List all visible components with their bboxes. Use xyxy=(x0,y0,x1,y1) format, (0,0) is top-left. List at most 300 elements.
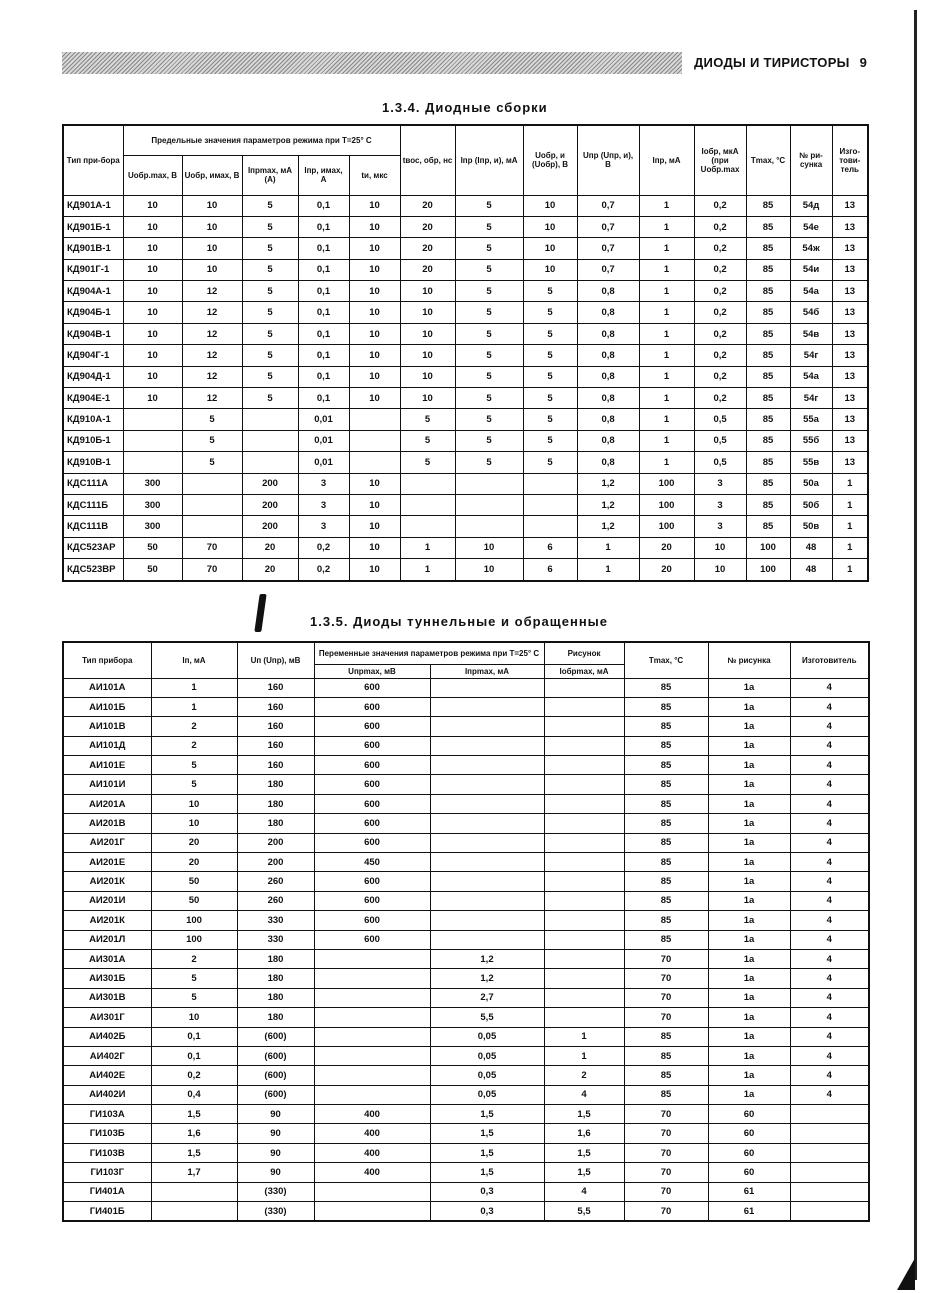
table-cell: 85 xyxy=(746,366,790,387)
table-cell: 85 xyxy=(624,911,708,930)
table-row xyxy=(63,930,869,949)
tunnel-diodes-table xyxy=(62,641,870,1222)
table-cell: 1а xyxy=(708,911,790,930)
col-header-urmax: Uобр.max, В xyxy=(123,155,182,195)
device-type-cell: АИ101Д xyxy=(63,736,151,755)
table-cell: 5 xyxy=(151,775,237,794)
table-cell: 5 xyxy=(151,756,237,775)
table-cell: 85 xyxy=(624,833,708,852)
table-cell: 5 xyxy=(455,281,523,302)
table-cell: 1 xyxy=(577,537,639,558)
col-header-tmax: Tmax, °С xyxy=(746,125,790,195)
table-cell: 54а xyxy=(790,366,832,387)
table-cell: 160 xyxy=(237,717,314,736)
table-cell: 5 xyxy=(400,452,455,473)
col-header-params-group: Переменные значения параметров режима при T=25° С xyxy=(314,642,544,664)
table-cell: 1,5 xyxy=(544,1105,624,1124)
table-cell: 10 xyxy=(523,216,577,237)
table-cell: 70 xyxy=(624,988,708,1007)
table-cell xyxy=(430,775,544,794)
table-cell xyxy=(400,473,455,494)
table-cell: 4 xyxy=(790,930,869,949)
table-cell: 10 xyxy=(349,388,400,409)
table-cell: 48 xyxy=(790,537,832,558)
table-cell: 1а xyxy=(708,853,790,872)
table-cell xyxy=(314,1027,430,1046)
device-type-cell: АИ101В xyxy=(63,717,151,736)
table-cell: 1а xyxy=(708,833,790,852)
table-row xyxy=(63,537,868,558)
table-cell: 0,3 xyxy=(430,1182,544,1201)
table-cell xyxy=(182,473,242,494)
table-cell xyxy=(123,409,182,430)
table-cell xyxy=(430,853,544,872)
table-cell: 1,6 xyxy=(544,1124,624,1143)
table-cell: 0,01 xyxy=(298,452,349,473)
table-cell: 85 xyxy=(624,775,708,794)
table-cell: 4 xyxy=(790,833,869,852)
table-cell: 85 xyxy=(746,259,790,280)
table-row xyxy=(63,452,868,473)
device-type-cell: КД901Б-1 xyxy=(63,216,123,237)
table-cell xyxy=(544,988,624,1007)
table-cell: 1 xyxy=(639,366,694,387)
table-cell: 0,8 xyxy=(577,345,639,366)
table-cell: 70 xyxy=(624,1202,708,1222)
table-cell: 600 xyxy=(314,756,430,775)
table-cell: 1,6 xyxy=(151,1124,237,1143)
table-cell xyxy=(544,775,624,794)
table-row xyxy=(63,949,869,968)
device-type-cell: АИ101И xyxy=(63,775,151,794)
col-header-ip: Iп, мА xyxy=(151,642,237,678)
table-cell: 54ж xyxy=(790,238,832,259)
section-title-diode-assemblies: 1.3.4. Диодные сборки xyxy=(382,100,548,115)
table-cell: 85 xyxy=(746,452,790,473)
table-row xyxy=(63,1085,869,1104)
table-cell: 400 xyxy=(314,1143,430,1162)
table-row xyxy=(63,988,869,1007)
table-cell: 160 xyxy=(237,736,314,755)
table-cell: 5 xyxy=(455,302,523,323)
table-cell xyxy=(349,452,400,473)
table-cell: 3 xyxy=(298,473,349,494)
table-cell: 400 xyxy=(314,1163,430,1182)
table-cell xyxy=(455,473,523,494)
table-cell: 100 xyxy=(639,494,694,515)
table-cell: 70 xyxy=(624,1008,708,1027)
table-cell: 70 xyxy=(182,537,242,558)
table-cell: 450 xyxy=(314,853,430,872)
table-cell: 1 xyxy=(639,452,694,473)
table-cell: 0,1 xyxy=(151,1027,237,1046)
table-cell xyxy=(544,833,624,852)
table-cell: 85 xyxy=(624,930,708,949)
table-cell xyxy=(430,717,544,736)
table-cell: 0,8 xyxy=(577,323,639,344)
table-cell: 3 xyxy=(298,494,349,515)
table-cell: 1 xyxy=(544,1046,624,1065)
table-cell: 2 xyxy=(151,717,237,736)
table-cell: 600 xyxy=(314,833,430,852)
table-cell: 2 xyxy=(544,1066,624,1085)
table-cell: 4 xyxy=(790,1027,869,1046)
table-cell: 10 xyxy=(123,366,182,387)
table-cell: 85 xyxy=(746,302,790,323)
table-cell: 6 xyxy=(523,559,577,581)
table-cell: 4 xyxy=(790,775,869,794)
col-header-ir: Iобр, мкА (при Uобр.max xyxy=(694,125,746,195)
table-cell: 13 xyxy=(832,238,868,259)
col-header-type: Тип при-бора xyxy=(63,125,123,195)
table-row xyxy=(63,775,869,794)
table-cell xyxy=(314,1066,430,1085)
table-cell: 0,8 xyxy=(577,430,639,451)
table-cell: 5 xyxy=(455,216,523,237)
table-cell: 1а xyxy=(708,756,790,775)
device-type-cell: АИ201Г xyxy=(63,833,151,852)
table-cell: 20 xyxy=(242,537,298,558)
table-cell: 4 xyxy=(790,814,869,833)
table-row xyxy=(63,814,869,833)
table-cell: 600 xyxy=(314,911,430,930)
device-type-cell: КД910В-1 xyxy=(63,452,123,473)
table-cell: 0,2 xyxy=(694,238,746,259)
table-cell xyxy=(430,930,544,949)
table-cell: 5 xyxy=(400,430,455,451)
col-header-limits-group: Предельные значения параметров режима при T=25° С xyxy=(123,125,400,155)
table-cell: 1 xyxy=(832,537,868,558)
table-cell xyxy=(790,1202,869,1222)
table-row xyxy=(63,409,868,430)
device-type-cell: АИ101Б xyxy=(63,697,151,716)
table-cell xyxy=(242,409,298,430)
table-row xyxy=(63,969,869,988)
table-cell: 54и xyxy=(790,259,832,280)
table-cell: 4 xyxy=(790,988,869,1007)
table-cell xyxy=(544,814,624,833)
table-cell: 54г xyxy=(790,345,832,366)
table-cell: 1 xyxy=(832,473,868,494)
device-type-cell: АИ201А xyxy=(63,794,151,813)
table-cell: 600 xyxy=(314,814,430,833)
table-cell: 3 xyxy=(298,516,349,537)
table-cell: 4 xyxy=(544,1182,624,1201)
table-cell: 85 xyxy=(746,409,790,430)
table-cell: 70 xyxy=(624,969,708,988)
table-cell: 13 xyxy=(832,345,868,366)
table-cell: 90 xyxy=(237,1143,314,1162)
table-cell: 4 xyxy=(790,1046,869,1065)
table-cell: 0,05 xyxy=(430,1066,544,1085)
table-cell: 85 xyxy=(624,1027,708,1046)
table-cell xyxy=(544,872,624,891)
table-cell: 70 xyxy=(624,1124,708,1143)
table-cell: 300 xyxy=(123,473,182,494)
table-row xyxy=(63,911,869,930)
table-cell: 180 xyxy=(237,988,314,1007)
table-cell: 1а xyxy=(708,1027,790,1046)
table-cell: 100 xyxy=(746,537,790,558)
col-header-pulse-width: tи, мкс xyxy=(349,155,400,195)
table-cell xyxy=(455,516,523,537)
table-cell: 1,5 xyxy=(151,1143,237,1162)
table-cell: 5 xyxy=(523,323,577,344)
table-cell: 0,4 xyxy=(151,1085,237,1104)
table-cell xyxy=(123,452,182,473)
table-cell: 1 xyxy=(832,516,868,537)
table-cell xyxy=(182,516,242,537)
table-cell: 0,8 xyxy=(577,281,639,302)
table-cell: 1 xyxy=(400,537,455,558)
table-cell: 50б xyxy=(790,494,832,515)
col-header-figure: № рисунка xyxy=(708,642,790,678)
table-cell: 4 xyxy=(790,717,869,736)
table-cell: 600 xyxy=(314,717,430,736)
device-type-cell: АИ201Е xyxy=(63,853,151,872)
table-cell: 10 xyxy=(455,559,523,581)
table-cell: 5 xyxy=(455,452,523,473)
table-cell: 1а xyxy=(708,949,790,968)
table-cell: 0,2 xyxy=(694,388,746,409)
table-cell xyxy=(430,833,544,852)
table-cell: 1 xyxy=(639,323,694,344)
table-cell xyxy=(544,911,624,930)
table-cell: 1 xyxy=(639,238,694,259)
table-cell: 160 xyxy=(237,697,314,716)
table-cell: 600 xyxy=(314,678,430,697)
table-cell: 85 xyxy=(746,323,790,344)
table-cell: 50а xyxy=(790,473,832,494)
table-row xyxy=(63,853,869,872)
table-cell: 400 xyxy=(314,1124,430,1143)
table-cell: 10 xyxy=(349,473,400,494)
table-cell: 330 xyxy=(237,930,314,949)
col-header-risunok: Рисунок xyxy=(544,642,624,664)
table-cell: 4 xyxy=(790,949,869,968)
header-pattern-bar xyxy=(62,52,682,74)
table-cell: 85 xyxy=(746,516,790,537)
table-cell: 12 xyxy=(182,302,242,323)
table-cell: 0,8 xyxy=(577,409,639,430)
device-type-cell: АИ201Л xyxy=(63,930,151,949)
table-cell: 5 xyxy=(182,430,242,451)
table-row xyxy=(63,891,869,910)
table-cell: 85 xyxy=(746,430,790,451)
table-cell: 5 xyxy=(242,216,298,237)
table-row xyxy=(63,195,868,216)
table-row xyxy=(63,1182,869,1201)
table-cell: 10 xyxy=(349,216,400,237)
table-cell: 10 xyxy=(123,195,182,216)
table-cell: 10 xyxy=(123,323,182,344)
table-cell: 1,2 xyxy=(577,494,639,515)
table-row xyxy=(63,494,868,515)
table-row xyxy=(63,1066,869,1085)
table-cell: 10 xyxy=(349,494,400,515)
table-row xyxy=(63,678,869,697)
table-cell: 180 xyxy=(237,814,314,833)
table-cell: 10 xyxy=(523,259,577,280)
table-row xyxy=(63,388,868,409)
table-cell: 85 xyxy=(746,281,790,302)
table-cell xyxy=(400,516,455,537)
table-cell xyxy=(790,1124,869,1143)
device-type-cell: АИ201К xyxy=(63,911,151,930)
table-cell: 1 xyxy=(639,281,694,302)
table-cell: 5 xyxy=(242,259,298,280)
table-cell: 85 xyxy=(624,1046,708,1065)
table-cell: 10 xyxy=(400,281,455,302)
device-type-cell: КД901В-1 xyxy=(63,238,123,259)
table-cell: 20 xyxy=(242,559,298,581)
table-cell: 70 xyxy=(624,1143,708,1162)
table-cell: 1 xyxy=(832,559,868,581)
table-cell: 1 xyxy=(639,216,694,237)
device-type-cell: АИ301Б xyxy=(63,969,151,988)
table-cell xyxy=(314,949,430,968)
table-cell: 1а xyxy=(708,1046,790,1065)
table-cell: 85 xyxy=(624,756,708,775)
table-cell: 10 xyxy=(349,366,400,387)
table-cell xyxy=(544,1008,624,1027)
table-row xyxy=(63,473,868,494)
device-type-cell: КДС111Б xyxy=(63,494,123,515)
table-cell: 0,1 xyxy=(298,388,349,409)
device-type-cell: КД910Б-1 xyxy=(63,430,123,451)
table-cell: 1 xyxy=(639,259,694,280)
table-cell: 1а xyxy=(708,930,790,949)
running-title: ДИОДЫ И ТИРИСТОРЫ xyxy=(694,55,850,70)
table-cell: 180 xyxy=(237,775,314,794)
table-cell: 600 xyxy=(314,891,430,910)
table-cell: 85 xyxy=(624,891,708,910)
table-row xyxy=(63,756,869,775)
table-cell: 4 xyxy=(790,697,869,716)
table-cell xyxy=(523,494,577,515)
table-cell: 50 xyxy=(151,891,237,910)
table-cell: 10 xyxy=(400,323,455,344)
table-cell: 85 xyxy=(746,238,790,259)
table-cell: 160 xyxy=(237,756,314,775)
table-cell: (330) xyxy=(237,1202,314,1222)
table-row xyxy=(63,302,868,323)
table-cell: 5 xyxy=(455,195,523,216)
table-cell: 5 xyxy=(242,345,298,366)
table-cell: 1а xyxy=(708,969,790,988)
table-cell: 3 xyxy=(694,494,746,515)
table-cell: 260 xyxy=(237,891,314,910)
table-cell: 5 xyxy=(151,969,237,988)
table-cell xyxy=(314,1046,430,1065)
table-cell: 10 xyxy=(151,1008,237,1027)
col-header-figure: № ри-сунка xyxy=(790,125,832,195)
device-type-cell: ГИ103А xyxy=(63,1105,151,1124)
table-cell: 1а xyxy=(708,697,790,716)
table-cell: 13 xyxy=(832,388,868,409)
table-cell: 4 xyxy=(790,1085,869,1104)
table-cell: 0,8 xyxy=(577,452,639,473)
table-cell xyxy=(314,1085,430,1104)
table-cell: 85 xyxy=(624,853,708,872)
table-cell: 5 xyxy=(151,988,237,1007)
table-cell: 10 xyxy=(182,216,242,237)
table-cell: 0,05 xyxy=(430,1046,544,1065)
table-cell: 85 xyxy=(746,494,790,515)
table-cell: 0,5 xyxy=(694,409,746,430)
table-cell: 1а xyxy=(708,775,790,794)
table-cell: 0,2 xyxy=(694,302,746,323)
table-cell: 61 xyxy=(708,1202,790,1222)
table-cell: 13 xyxy=(832,430,868,451)
table-cell: 10 xyxy=(694,559,746,581)
table-cell: 1,5 xyxy=(430,1124,544,1143)
table-cell: 20 xyxy=(400,195,455,216)
table-cell: 0,1 xyxy=(298,195,349,216)
col-header-iobrmax: Iобрmax, мА xyxy=(544,664,624,678)
table-cell xyxy=(430,756,544,775)
table-cell xyxy=(544,969,624,988)
table-cell: 4 xyxy=(790,853,869,872)
table-cell: 100 xyxy=(639,516,694,537)
device-type-cell: АИ201И xyxy=(63,891,151,910)
col-header-urmax-pulse: Uобр, имах, В xyxy=(182,155,242,195)
table-cell: 5 xyxy=(242,281,298,302)
table-cell: 600 xyxy=(314,736,430,755)
table-cell: 0,5 xyxy=(694,430,746,451)
table-cell: 600 xyxy=(314,794,430,813)
device-type-cell: КДС523ВР xyxy=(63,559,123,581)
table-cell: 300 xyxy=(123,494,182,515)
table-cell: 0,2 xyxy=(151,1066,237,1085)
table-cell: 200 xyxy=(242,494,298,515)
col-header-uprmax: Uпрmax, мВ xyxy=(314,664,430,678)
table-cell: 5 xyxy=(523,409,577,430)
table-cell: 5 xyxy=(523,388,577,409)
table-cell: 0,2 xyxy=(694,195,746,216)
table-cell: 5 xyxy=(455,345,523,366)
table-cell: 85 xyxy=(624,794,708,813)
table-cell: 0,7 xyxy=(577,216,639,237)
table-cell xyxy=(544,717,624,736)
device-type-cell: КДС111В xyxy=(63,516,123,537)
table-cell: 0,7 xyxy=(577,238,639,259)
table-cell: 0,2 xyxy=(298,559,349,581)
table-cell: 4 xyxy=(790,872,869,891)
table-row xyxy=(63,1163,869,1182)
table-cell: 4 xyxy=(790,736,869,755)
col-header-if-ma: Iпр, мА xyxy=(639,125,694,195)
col-header-up: Uп (Uпр), мВ xyxy=(237,642,314,678)
table-cell: 90 xyxy=(237,1105,314,1124)
table-cell: 10 xyxy=(400,302,455,323)
table-cell: 4 xyxy=(790,969,869,988)
table-cell: 0,1 xyxy=(298,238,349,259)
table-cell xyxy=(544,756,624,775)
table-cell: 600 xyxy=(314,872,430,891)
table-cell: 50 xyxy=(123,559,182,581)
table-cell: 4 xyxy=(790,794,869,813)
table-cell xyxy=(430,814,544,833)
page-corner-shadow xyxy=(897,1258,915,1290)
table-cell: 0,8 xyxy=(577,302,639,323)
table-cell: 5 xyxy=(455,323,523,344)
device-type-cell: ГИ103Б xyxy=(63,1124,151,1143)
table-cell: 54д xyxy=(790,195,832,216)
table-cell: 85 xyxy=(624,678,708,697)
table-cell: 0,5 xyxy=(694,452,746,473)
table-cell xyxy=(544,949,624,968)
